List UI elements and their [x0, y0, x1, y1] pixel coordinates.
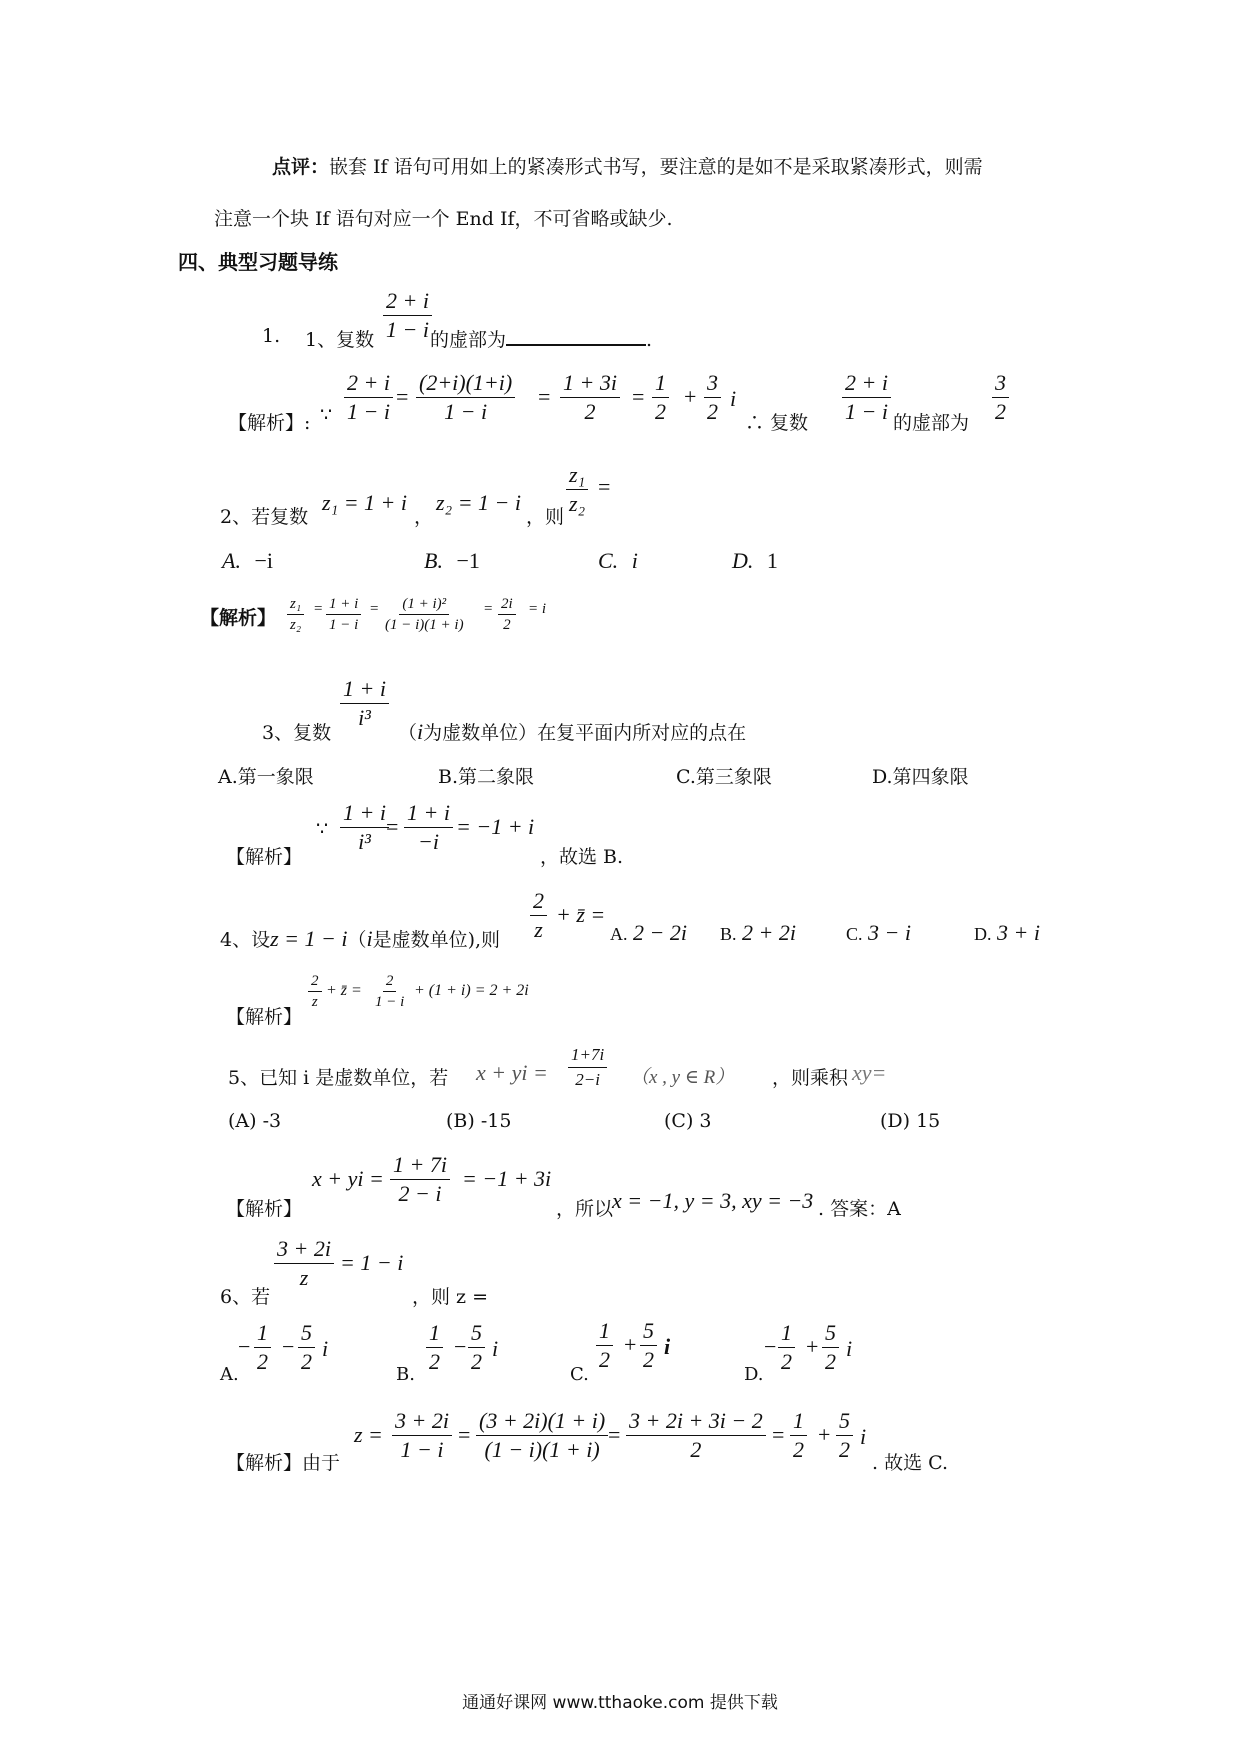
q1-solution-label: 【解析】: — [228, 412, 311, 434]
q6-option-c-frac-1 — [596, 1318, 613, 1373]
q2-then: ，则 — [526, 506, 565, 528]
q1-therefore: ∴ 复数 — [745, 412, 809, 434]
q2-s-frac-2-den: 1 − i — [329, 617, 359, 633]
q1-s-i: i — [730, 386, 737, 411]
q5-expr: x + yi = — [476, 1060, 548, 1085]
q6-option-d-frac-2 — [822, 1320, 839, 1375]
q3-tail: 为虚数单位）在复平面内所对应的点在 — [423, 722, 747, 744]
q6-s-frac-4-num: 1 — [790, 1408, 807, 1436]
q4-s-frac-1-den: z — [311, 994, 318, 1010]
q2-s-frac-1-num: z₁ — [287, 595, 304, 615]
q2-fraction — [566, 462, 588, 517]
q6-option-d-frac-1-den: 2 — [781, 1349, 792, 1374]
q6-s-eq-1: = — [458, 1422, 471, 1447]
q2-s-eq-1: = — [314, 601, 323, 617]
q3-s-frac-1-den: i³ — [358, 829, 371, 854]
q6-option-b-i: i — [492, 1336, 499, 1361]
q4-s-result: + (1 + i) = 2 + 2i — [414, 982, 529, 999]
q4-z-def: z = 1 − i — [270, 926, 348, 951]
q6-option-b-label: B. — [396, 1364, 415, 1385]
q4-frac-num: 2 — [530, 888, 547, 916]
q6-s-eq-2: = — [608, 1422, 621, 1447]
q6-frac-den: z — [299, 1265, 309, 1290]
q1-frac-num: 2 + i — [383, 288, 432, 316]
q2-s-frac-1 — [287, 595, 304, 634]
q4-option-c[interactable] — [846, 920, 911, 946]
q2-s-frac-3-den: (1 − i)(1 + i) — [385, 617, 464, 633]
q4-option-d-label: D. — [974, 924, 992, 944]
q1-answer-frac — [992, 370, 1009, 425]
q6-fraction — [274, 1236, 334, 1291]
q3-s-eq-1: = — [386, 814, 399, 839]
q6-option-a-op: − — [282, 1334, 295, 1359]
q3-s-frac-2 — [404, 800, 453, 855]
q6-s-frac-1 — [392, 1408, 452, 1463]
q4-option-b[interactable] — [720, 920, 796, 946]
q3-tail-line — [398, 718, 746, 745]
q6-option-a-frac-1-num: 1 — [254, 1320, 271, 1348]
section-title: 四、典型习题导练 — [178, 250, 338, 274]
q5-tail: ，则乘积 — [772, 1067, 849, 1089]
q6-s-z: z = — [354, 1422, 383, 1447]
q2-option-d-label: D. — [732, 548, 754, 573]
q6-option-b-frac-1-den: 2 — [429, 1349, 440, 1374]
q4-option-d-value: 3 + i — [997, 920, 1040, 945]
q6-option-a-frac-1-den: 2 — [257, 1349, 268, 1374]
q6-option-b-frac-1-num: 1 — [426, 1320, 443, 1348]
q5-frac-num: 1+7i — [568, 1044, 607, 1068]
q4-s-frac-2-den: 1 − i — [375, 994, 405, 1010]
q4-lead: 4、设 — [220, 929, 271, 951]
q6-s-i: i — [860, 1424, 867, 1449]
q6-s-frac-1-num: 3 + 2i — [392, 1408, 452, 1436]
q2-s-frac-2 — [326, 595, 361, 634]
q6-s-frac-2-den: (1 − i)(1 + i) — [484, 1437, 600, 1462]
q1-s-frac-6-den: 1 − i — [845, 399, 888, 424]
q6-option-d-frac-2-num: 5 — [822, 1320, 839, 1348]
q1-because: ∵ — [320, 404, 333, 426]
q6-option-c-frac-1-den: 2 — [599, 1347, 610, 1372]
q1-s-frac-4-den: 2 — [655, 399, 666, 424]
q1-s-frac-5-num: 3 — [704, 370, 721, 398]
q1-s-frac-3-den: 2 — [584, 399, 596, 424]
q2-solution-label: 【解析】 — [200, 607, 277, 629]
q6-frac-num: 3 + 2i — [274, 1236, 334, 1264]
q2-s-frac-4-den: 2 — [503, 617, 511, 633]
q6-s-tail: . 故选 C. — [872, 1452, 949, 1474]
q6-s-eq-3: = — [772, 1422, 785, 1447]
q5-xy: xy= — [852, 1060, 887, 1085]
q5-lead: 5、已知 i 是虚数单位，若 — [228, 1067, 449, 1089]
page-footer: 通通好课网 www.tthaoke.com 提供下载 — [462, 1693, 778, 1713]
q1-s-frac-3 — [560, 370, 620, 425]
q3-option-c[interactable]: C.第三象限 — [676, 766, 772, 788]
q6-s-plus: + — [818, 1422, 831, 1447]
q6-tail: ，则 z = — [412, 1286, 489, 1308]
q2-frac-num: z₁ — [566, 462, 588, 490]
q1-s-frac-2-num: (2+i)(1+i) — [416, 370, 515, 398]
q4-s-frac-2 — [372, 972, 407, 1011]
q5-answer: . 答案：A — [818, 1198, 901, 1220]
q1-s-frac-1-den: 1 − i — [347, 399, 390, 424]
q3-solution-label: 【解析】 — [226, 846, 303, 868]
q6-s-frac-4-den: 2 — [793, 1437, 804, 1462]
q1-number: 1. — [262, 325, 281, 347]
q4-option-c-value: 3 − i — [868, 920, 911, 945]
q3-paren: （ — [398, 722, 418, 744]
q1-s-tail: 的虚部为 — [893, 412, 970, 434]
q3-s-frac-1 — [340, 800, 389, 855]
q3-lead: 3、复数 — [262, 722, 332, 744]
q1-s-frac-6 — [842, 370, 891, 425]
q4-option-a-label: A. — [610, 924, 628, 944]
q5-s-fraction — [390, 1152, 450, 1207]
q3-option-b[interactable]: B.第二象限 — [438, 766, 535, 788]
q1-answer-num: 3 — [992, 370, 1009, 398]
q2-option-c[interactable] — [598, 548, 638, 574]
q2-s-eq-2: = — [370, 601, 379, 617]
q4-solution-label: 【解析】 — [226, 1006, 303, 1028]
q6-option-c-frac-1-num: 1 — [596, 1318, 613, 1346]
q4-option-a-value: 2 − 2i — [633, 920, 687, 945]
q5-option-b[interactable]: (B) -15 — [446, 1110, 512, 1132]
q6-option-a-i: i — [322, 1336, 329, 1361]
q1-answer-blank[interactable] — [506, 326, 646, 346]
q1-s-frac-1-num: 2 + i — [344, 370, 393, 398]
q2-option-d[interactable] — [732, 548, 778, 574]
q4-option-d[interactable] — [974, 920, 1040, 946]
q6-option-a[interactable] — [220, 1320, 420, 1385]
q1-s-plus: + — [684, 384, 697, 409]
q2-s-eq-3: = — [484, 601, 493, 617]
q5-values: x = −1, y = 3, xy = −3 — [612, 1188, 814, 1213]
q6-s-frac-1-den: 1 − i — [400, 1437, 444, 1462]
q6-option-a-label: A. — [220, 1364, 239, 1385]
q2-option-a[interactable] — [222, 548, 273, 574]
q6-option-d-frac-1-num: 1 — [778, 1320, 795, 1348]
q6-s-frac-2-num: (3 + 2i)(1 + i) — [476, 1408, 608, 1436]
q2-s-frac-4-num: 2i — [498, 595, 516, 615]
q2-option-a-label: A. — [222, 548, 241, 573]
q1-s-frac-6-num: 2 + i — [842, 370, 891, 398]
q1-tail-text: 的虚部为 — [430, 329, 507, 351]
q6-option-d-op: + — [806, 1334, 819, 1359]
q2-option-b-value: −1 — [456, 548, 480, 573]
q6-option-c[interactable] — [570, 1318, 710, 1385]
q6-option-c-op: + — [624, 1332, 637, 1357]
q6-option-b-frac-2 — [468, 1320, 485, 1375]
q6-s-frac-4 — [790, 1408, 807, 1463]
q2-option-c-value: i — [631, 548, 638, 573]
q2-lead: 2、若复数 — [220, 506, 309, 528]
q6-option-b-frac-2-num: 5 — [468, 1320, 485, 1348]
q2-option-b-label: B. — [424, 548, 443, 573]
q1-s-frac-4 — [652, 370, 669, 425]
q5-s-result: = −1 + 3i — [462, 1166, 552, 1191]
q5-option-c[interactable]: (C) 3 — [664, 1110, 712, 1132]
q6-option-c-i: i — [664, 1334, 671, 1359]
q6-option-d-i: i — [846, 1336, 853, 1361]
q2-z2: z₂ = 1 − i — [436, 490, 522, 515]
q4-option-a[interactable] — [610, 920, 687, 946]
comment-label: 点评： — [272, 156, 330, 178]
comment-text-1: 嵌套 If 语句可用如上的紧凑形式书写，要注意的是如不是采取紧凑形式，则需 — [329, 156, 983, 178]
q6-option-b[interactable] — [396, 1320, 536, 1385]
q5-s-frac-num: 1 + 7i — [390, 1152, 450, 1180]
q1-tail — [430, 325, 652, 352]
q5-s-expr: x + yi = — [312, 1166, 384, 1191]
q4-option-c-label: C. — [846, 924, 863, 944]
q6-option-a-frac-2 — [298, 1320, 315, 1375]
q5-s-frac-den: 2 − i — [398, 1181, 442, 1206]
q6-option-c-frac-2 — [640, 1318, 657, 1373]
q4-frac-den: z — [534, 917, 543, 942]
q4-option-b-value: 2 + 2i — [742, 920, 796, 945]
q3-s-frac-1-num: 1 + i — [340, 800, 389, 828]
q6-option-b-frac-1 — [426, 1320, 443, 1375]
q5-solution-label: 【解析】 — [226, 1198, 303, 1220]
comment-line-2: 注意一个块 If 语句对应一个 End If，不可省略或缺少. — [214, 208, 673, 230]
q3-fraction — [340, 676, 389, 731]
q2-s-frac-1-den: z₂ — [290, 617, 302, 633]
q4-s-frac-1 — [308, 972, 322, 1011]
q6-option-a-frac-2-num: 5 — [298, 1320, 315, 1348]
q6-lead: 6、若 — [220, 1286, 271, 1308]
q2-s-frac-4 — [498, 595, 516, 634]
q6-option-a-frac-1 — [254, 1320, 271, 1375]
q3-s-frac-2-den: −i — [418, 829, 439, 854]
q3-i-symbol: i — [417, 719, 424, 744]
q2-s-result: = i — [528, 601, 547, 617]
q6-option-b-frac-2-den: 2 — [471, 1349, 482, 1374]
q1-s-frac-1 — [344, 370, 393, 425]
q1-s-frac-5 — [704, 370, 721, 425]
q1-answer-den: 2 — [995, 399, 1006, 424]
q2-s-frac-2-num: 1 + i — [326, 595, 361, 615]
q6-option-a-frac-2-den: 2 — [301, 1349, 312, 1374]
q2-option-b[interactable] — [424, 548, 480, 574]
q6-s-frac-3-den: 2 — [690, 1437, 702, 1462]
q6-option-d-sign: − — [764, 1334, 777, 1359]
q1-s-frac-5-den: 2 — [707, 399, 718, 424]
q3-option-a[interactable]: A.第一象限 — [218, 766, 314, 788]
q3-option-d[interactable]: D.第四象限 — [872, 766, 969, 788]
q1-fraction — [383, 288, 432, 343]
q2-s-frac-3 — [382, 595, 467, 634]
q6-s-frac-5-den: 2 — [839, 1437, 850, 1462]
q1-s-eq-3: = — [632, 384, 645, 409]
q5-so: ，所以 — [556, 1198, 614, 1220]
q2-eq: = — [598, 474, 611, 499]
q3-because: ∵ — [316, 818, 329, 840]
q5-option-a[interactable]: (A) -3 — [228, 1110, 282, 1132]
q2-z1: z₁ = 1 + i — [322, 490, 408, 515]
q6-s-frac-3 — [626, 1408, 766, 1463]
q3-s-result: = −1 + i — [456, 814, 535, 839]
q6-rhs: = 1 − i — [340, 1250, 404, 1275]
q4-s-frac-1-num: 2 — [308, 972, 322, 992]
q6-s-frac-5-num: 5 — [836, 1408, 853, 1436]
q6-option-d-frac-2-den: 2 — [825, 1349, 836, 1374]
q2-s-frac-3-num: (1 + i)² — [399, 595, 449, 615]
q2-option-a-value: −i — [254, 548, 273, 573]
q6-solution-label: 【解析】由于 — [226, 1452, 341, 1474]
q4-line — [220, 925, 500, 952]
q5-option-d[interactable]: (D) 15 — [880, 1110, 941, 1132]
q6-option-b-op: − — [454, 1334, 467, 1359]
comment-line-1 — [272, 152, 983, 179]
q1-dot: . — [646, 329, 653, 351]
q1-s-frac-3-num: 1 + 3i — [560, 370, 620, 398]
q4-s-frac-2-num: 2 — [383, 972, 397, 992]
q4-paren: （ — [347, 929, 367, 951]
q6-s-frac-5 — [836, 1408, 853, 1463]
q3-s-frac-2-num: 1 + i — [404, 800, 453, 828]
q1-s-frac-2 — [416, 370, 515, 425]
q6-option-d-frac-1 — [778, 1320, 795, 1375]
q6-option-d[interactable] — [744, 1320, 884, 1385]
q2-option-d-value: 1 — [766, 548, 778, 573]
q6-s-frac-2 — [476, 1408, 608, 1463]
q1-lead: 1、复数 — [305, 329, 375, 351]
q1-s-frac-4-num: 1 — [652, 370, 669, 398]
q1-s-eq-1: = — [396, 384, 409, 409]
q1-s-eq-2: = — [538, 384, 551, 409]
q6-option-c-label: C. — [570, 1364, 589, 1385]
q1-frac-den: 1 − i — [386, 317, 429, 342]
q3-frac-num: 1 + i — [340, 676, 389, 704]
q5-fraction — [568, 1044, 607, 1091]
q5-frac-den: 2−i — [575, 1070, 600, 1089]
q3-s-tail: ，故选 B. — [540, 846, 624, 868]
q5-condition: （x , y ∈ R） — [630, 1067, 735, 1088]
q4-plus-zbar: + z̄ = — [556, 902, 606, 927]
q4-option-b-label: B. — [720, 924, 737, 944]
q6-s-frac-3-num: 3 + 2i + 3i − 2 — [626, 1408, 766, 1436]
q6-option-c-frac-2-den: 2 — [643, 1347, 654, 1372]
q2-option-c-label: C. — [598, 548, 619, 573]
q1-s-frac-2-den: 1 − i — [444, 399, 488, 424]
q6-option-a-sign: − — [238, 1334, 251, 1359]
q4-i-symbol: i — [366, 926, 373, 951]
q4-mid: 是虚数单位),则 — [372, 929, 501, 951]
q4-s-plus: + z̄ = — [326, 982, 362, 999]
q6-option-d-label: D. — [744, 1364, 764, 1385]
q3-frac-den: i³ — [358, 705, 371, 730]
q2-frac-den: z₂ — [569, 491, 586, 516]
q4-fraction — [530, 888, 547, 943]
q6-option-c-frac-2-num: 5 — [640, 1318, 657, 1346]
q2-comma: ， — [414, 506, 434, 528]
